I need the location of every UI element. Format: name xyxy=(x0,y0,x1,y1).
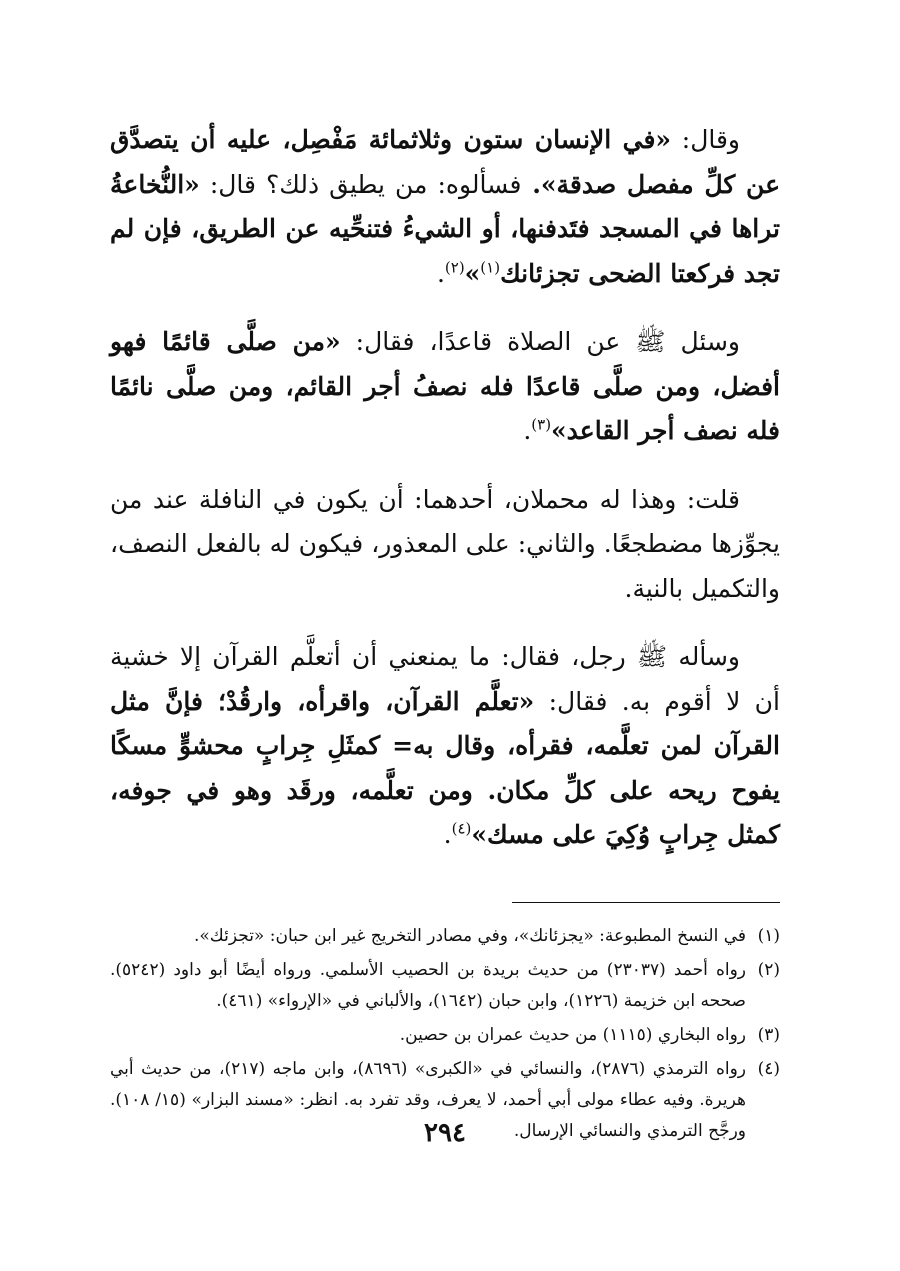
footnote-text: رواه البخاري (١١١٥) من حديث عمران بن حصين. xyxy=(399,1024,746,1045)
footnote-text: في النسخ المطبوعة: «يجزئانك»، وفي مصادر التخريج غير ابن حبان: «تجزئك». xyxy=(193,925,746,946)
narration-text: . xyxy=(523,416,532,445)
footnote-number: (٤) xyxy=(757,1058,780,1079)
footnote-text: رواه أحمد (٢٣٠٣٧) من حديث بريدة بن الحصيب الأسلمي. ورواه أيضًا أبو داود (٥٢٤٢). صححه ابن خزيمة (١٢٢٦)، وابن حبان (١٦٤٢)، والألباني في «الإرواء» (٤٦١). xyxy=(110,959,746,1011)
quoted-hadith-text: «في الإنسان ستون وثلاثمائة مَفْصِل، عليه أن يتصدَّق عن كلِّ مفصل صدقة». xyxy=(110,125,781,199)
footnote-reference: (١) xyxy=(480,258,501,277)
page-number: ٢٩٤ xyxy=(424,1118,466,1148)
footnote-number: (٣) xyxy=(757,1024,780,1045)
footnote-1 xyxy=(110,921,780,952)
quoted-hadith-text: «من صلَّى قائمًا فهو أفضل، ومن صلَّى قاعدًا فله نصفُ أجر القائم، ومن صلَّى نائمًا فله نصف أجر القاعد» xyxy=(110,327,780,445)
main-text xyxy=(110,118,780,858)
narration-text: فسألوه: من يطيق ذلك؟ قال: xyxy=(199,169,522,199)
footnote-separator xyxy=(512,902,780,903)
paragraph-4 xyxy=(110,635,780,858)
narration-text: . xyxy=(436,258,445,288)
footnote-number: (٢) xyxy=(757,959,780,980)
footnote-text: رواه الترمذي (٢٨٧٦)، والنسائي في «الكبرى» (٨٦٩٦)، وابن ماجه (٢١٧)، من حديث أبي هريرة. وفيه عطاء مولى أبي أحمد، لا يعرف، وقد تفرد به. انظر: «مسند البزار» (١٥/ ١٠٨). ورجَّح الترمذي والنسائي الإرسال. xyxy=(110,1058,746,1141)
paragraph-3 xyxy=(110,478,780,612)
narration-text: وسأله ﷺ رجل، فقال: ما يمنعني أن أتعلَّم القرآن إلا خشية أن لا أقوم به. فقال: xyxy=(110,642,780,716)
footnote-2 xyxy=(110,955,780,1017)
footnote-reference: (٣) xyxy=(531,415,552,434)
quoted-hadith-text: » xyxy=(464,258,481,288)
quoted-hadith-text: «النُّخاعةُ تراها في المسجد فتَدفنها، أو الشيءُ فتنحِّيه عن الطريق، فإن لم تجد فركعتا الضحى تجزئانك xyxy=(110,169,780,288)
paragraph-1 xyxy=(110,118,780,296)
quoted-hadith-text: «تعلَّم القرآن، واقرأه، وارقُدْ؛ فإنَّ مثل القرآن لمن تعلَّمه، فقرأه، وقال به= كمثَلِ جِرابٍ محشوٍّ مسكًا يفوح ريحه على كلِّ مكان. ومن تعلَّمه، ورقَد وهو في جوفه، كمثل جِرابٍ وُكِيَ على مسك» xyxy=(110,686,780,849)
narration-text: وسئل ﷺ عن الصلاة قاعدًا، فقال: xyxy=(340,327,740,356)
narration-text: قلت: وهذا له محملان، أحدهما: أن يكون في النافلة عند من يجوِّزها مضطجعًا. والثاني: على المعذور، فيكون له بالفعل النصف، والتكميل بالنية. xyxy=(110,484,780,603)
narration-text: وقال: xyxy=(671,125,740,154)
footnote-reference: (٤) xyxy=(451,819,472,838)
book-page xyxy=(110,118,780,1238)
footnotes xyxy=(110,921,780,1147)
paragraph-2 xyxy=(110,320,780,454)
footnote-3 xyxy=(110,1020,780,1051)
footnote-number: (١) xyxy=(757,925,780,946)
narration-text: . xyxy=(443,820,452,849)
footnote-reference: (٢) xyxy=(444,258,465,277)
